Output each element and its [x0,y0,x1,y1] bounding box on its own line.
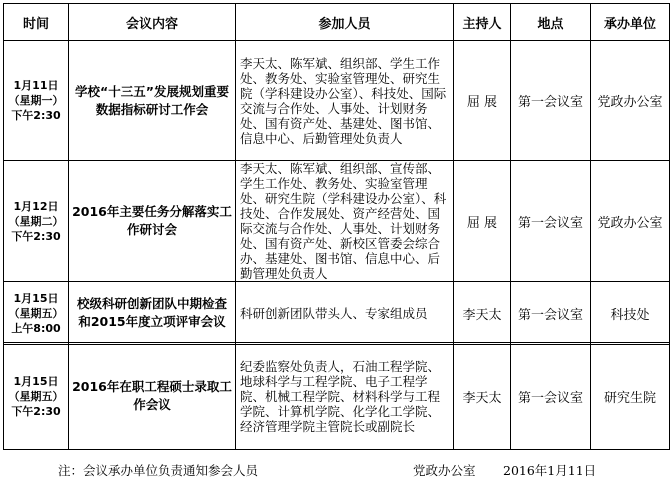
meeting-location: 第一会议室 [511,41,591,161]
header-attendees: 参加人员 [236,4,454,41]
table-row [4,161,670,282]
meeting-schedule-table-continued [3,342,670,450]
time-cell [4,282,69,345]
meeting-time: 下午2:30 [11,229,61,243]
header-location: 地点 [511,4,591,41]
meeting-location: 第一会议室 [511,343,591,450]
meeting-weekday: （星期一） [8,94,64,107]
footer-issuer: 党政办公室 [413,463,476,478]
meeting-time: 上午8:00 [11,321,61,335]
table-row [4,343,670,450]
meeting-date: 1月11日 [13,79,59,92]
meeting-host: 屈 展 [454,41,511,161]
header-host: 主持人 [454,4,511,41]
meeting-attendees: 李天太、陈军斌、组织部、学生工作处、教务处、实验室管理处、研究生院（学科建设办公室）、科技处、国际交流与合作处、人事处、计划财务处、国有资产处、基建处、图书馆、信息中心、后勤管理处负责人 [236,41,454,161]
meeting-host: 李天太 [454,282,511,345]
meeting-schedule-table [3,3,670,345]
table-row [4,41,670,161]
header-time: 时间 [4,4,69,41]
meeting-location: 第一会议室 [511,161,591,282]
meeting-host: 李天太 [454,343,511,450]
meeting-attendees: 科研创新团队带头人、专家组成员 [236,282,454,345]
meeting-time: 下午2:30 [11,109,61,122]
meeting-date: 1月15日 [13,374,59,388]
table-header-row [4,4,670,41]
meeting-location: 第一会议室 [511,282,591,345]
meeting-weekday: （星期二） [8,214,64,228]
meeting-organizer: 科技处 [591,282,670,345]
meeting-date: 1月12日 [13,199,59,213]
meeting-weekday: （星期五） [8,389,64,403]
meeting-content: 2016年在职工程硕士录取工作会议 [69,343,236,450]
meeting-date: 1月15日 [13,291,59,305]
meeting-content: 学校“十三五”发展规划重要数据指标研讨工作会 [69,41,236,161]
meeting-organizer: 研究生院 [591,343,670,450]
footer-note: 注：会议承办单位负责通知参会人员 [58,463,259,478]
meeting-organizer: 党政办公室 [591,161,670,282]
meeting-content: 2016年主要任务分解落实工作研讨会 [69,161,236,282]
header-content: 会议内容 [69,4,236,41]
meeting-content: 校级科研创新团队中期检查和2015年度立项评审会议 [69,282,236,345]
table-row [4,282,670,345]
meeting-organizer: 党政办公室 [591,41,670,161]
meeting-attendees: 纪委监察处负责人，石油工程学院、地球科学与工程学院、电子工程学院、机械工程学院、材料科学与工程学院、计算机学院、化学化工学院、经济管理学院主管院长或副院长 [236,343,454,450]
meeting-attendees: 李天太、陈军斌、组织部、宣传部、学生工作处、教务处、实验室管理处、研究生院（学科建设办公室）、科技处、合作发展处、资产经营处、国际交流与合作处、人事处、计划财务处、国有资产处、新校区管委会综合办、基建处、图书馆、信息中心、后勤管理处负责人 [236,161,454,282]
time-cell [4,161,69,282]
meeting-weekday: （星期五） [8,306,64,320]
time-cell [4,343,69,450]
meeting-time: 下午2:30 [11,404,61,418]
meeting-host: 屈 展 [454,161,511,282]
footer-date: 2016年1月11日 [503,463,597,478]
header-organizer: 承办单位 [591,4,670,41]
time-cell [4,41,69,161]
